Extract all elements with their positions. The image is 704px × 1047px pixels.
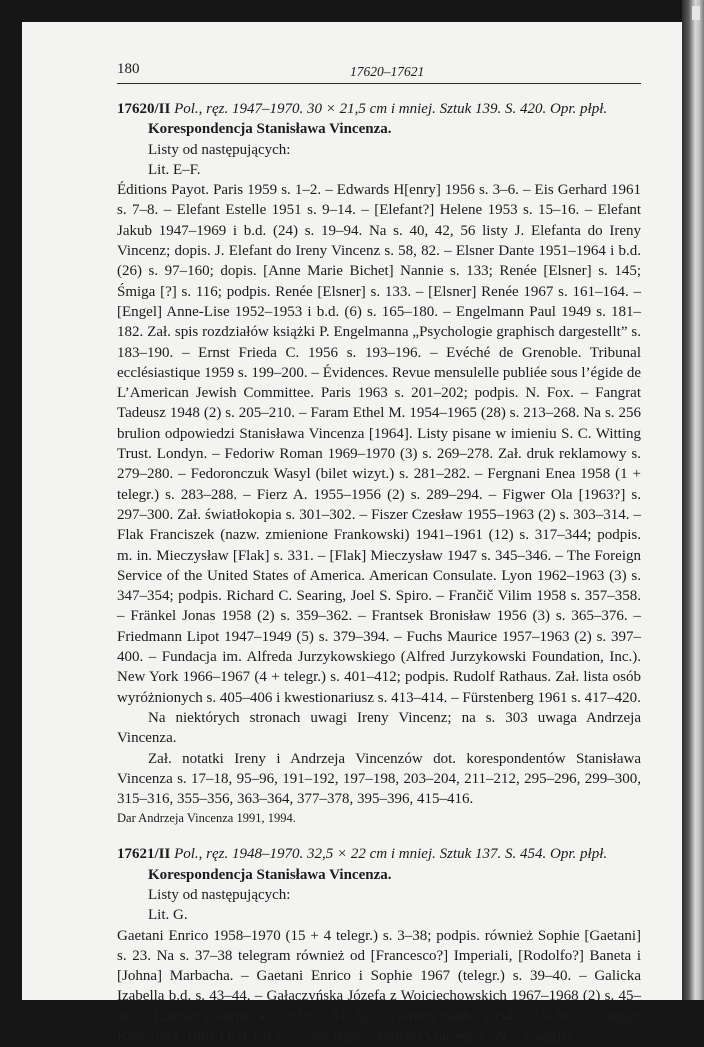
entry-letters: Lit. G. <box>148 907 188 924</box>
page-number: 180 <box>117 61 140 77</box>
catalog-entry <box>117 99 641 827</box>
entry-meta: Pol., ręz. 1948–1970. 32,5 × 22 cm i mniej. Sztuk 137. S. 454. Opr. płpł. <box>174 846 608 863</box>
entry-heading <box>117 844 641 864</box>
entry-id: 17621/II <box>117 846 171 863</box>
entry-id: 17620/II <box>117 101 171 117</box>
entry-subtitle: Listy od następujących: <box>148 141 291 158</box>
entry-note: Zał. notatki Ireny i Andrzeja Vincenzów dot. korespondentów Stanisława Vincenza s. 17–18, 95–96, 191–192, 197–198, 203–204, 211–212, 295–296, 299–300, 315–316, 355–356, 363–364, 377–378, 395–396, 415–416. <box>117 750 641 808</box>
entry-title: Korespondencja Stanisława Vincenza. <box>148 121 392 138</box>
catalog-text <box>117 99 641 1047</box>
entry-subtitle: Listy od następujących: <box>148 886 291 903</box>
entry-heading <box>117 99 641 119</box>
entry-note: Na niektórych stronach uwagi Ireny Vincenz; na s. 303 uwaga Andrzeja Vincenza. <box>117 709 641 747</box>
entry-title: Korespondencja Stanisława Vincenza. <box>148 866 392 883</box>
entry-provenance: Dar Andrzeja Vincenza 1991, 1994. <box>117 811 296 826</box>
running-head: 17620–17621 <box>350 64 425 79</box>
entry-body: Éditions Payot. Paris 1959 s. 1–2. – Edwards H[enry] 1956 s. 3–6. – Eis Gerhard 1961 s. 7–8. – Elefant Estelle 1951 s. 9–14. – [Elefant?] Helene 1953 s. 15–16. – Elefant Jakub 1947–1969 i b.d. (24) s. 19–94. Na s. 40, 42, 56 listy J. Elefanta do Ireny Vincenz; dopis. J. Elefant do Ireny Vincenz s. 58, 82. – Elsner Dante 1951–1964 i b.d. (26) s. 97–160; dopis. [Anne Marie Bichet] Nannie s. 133; Renée [Elsner] s. 145; Śmiga [?] s. 116; podpis. Renée [Elsner] s. 133. – [Elsner] Renée 1967 s. 161–164. – [Engel] Anne-Lise 1952–1953 i b.d. (6) s. 165–180. – Engelmann Paul 1949 s. 181–182. Zał. spis rozdziałów książki P. Engelmanna „Psychologie graphisch dargestellt” s. 183–190. – Ernst Frieda C. 1956 s. 193–196. – Evéché de Grenoble. Tribunal ecclésiastique 1959 s. 199–200. – Évidences. Revue mensulelle publiée sous l’égide de L’American Jewish Committee. Paris 1963 s. 201–202; podpis. N. Fox. – Fangrat Tadeusz 1948 (2) s. 205–210. – Faram Ethel M. 1954–1965 (28) s. 213–268. Na s. 256 brulion odpowiedzi Stanisława Vincenza [1964]. Listy pisane w imieniu S. C. Witting Trust. Londyn. – Fedoriw Roman 1969–1970 (3) s. 269–278. Zał. druk reklamowy s. 279–280. – Fedoronczuk Wasyl (bilet wizyt.) s. 281–282. – Fergnani Enea 1958 (1 + telegr.) s. 283–288. – Fierz A. 1955–1956 (2) s. 289–294. – Figwer Ola [1963?] s. 297–300. Zał. światłokopia s. 301–302. – Fiszer Czesław 1955–1963 (2) s. 303–314. – Flak Franciszek (nazw. zmienione Frankowski) 1941–1961 (12) s. 317–344; podpis. m. in. Mieczysław [Flak] s. 331. – [Flak] Mieczysław 1947 s. 345–346. – The Foreign Service of the United States of America. American Consulate. Lyon 1962–1963 (3) s. 347–354; podpis. Richard C. Searing, Joel S. Spiro. – Frančič Vilim 1958 s. 357–358. – Fränkel Jonas 1958 (2) s. 359–362. – Frantsek Bronisław 1956 (3) s. 365–376. – Friedmann Lipot 1947–1949 (5) s. 379–394. – Fuchs Maurice 1957–1963 (2) s. 397–400. – Fundacja im. Alfreda Jurzykowskiego (Alfred Jurzykowski Foundation, Inc.). New York 1966–1967 (4 + telegr.) s. 401–412; podpis. Rudolf Rathaus. Zał. lista osób wyróżnionych s. 405–406 i kwestionariusz s. 413–414. – Fürstenberg 1961 s. 417–420. <box>117 182 641 706</box>
scan-edge-mark <box>692 6 700 20</box>
catalog-entry <box>117 844 641 1047</box>
entry-meta: Pol., ręz. 1947–1970. 30 × 21,5 cm i mniej. Sztuk 139. S. 420. Opr. płpł. <box>174 101 608 117</box>
entry-body: Gaetani Enrico 1958–1970 (15 + 4 telegr.) s. 3–38; podpis. również Sophie [Gaetani] s. 23. Na s. 37–38 telegram również od [Francesco?] Imperiali, [Rodolfo?] Baneta i [Johna] Marbacha. – Gaetani Enrico i Sophie 1967 (telegr.) s. 39–40. – Galicka Izabella b.d. s. 43–44. – Gałaczyńska Józefa z Wojciechowskich 1967–1968 (2) s. 45–48. – Garnier Gabriel, ks. 1959 s. 51–52. – Garoux Natha 1954 s. 55–56. – Gaugler Kurt 1964–1967 i b.d. (9) s. 57–98; dopis. Andrzej Vincenz s. 59. – Gaugler <box>117 927 641 1046</box>
page-edge <box>682 0 704 1000</box>
page-header <box>117 59 641 84</box>
entry-letters: Lit. E–F. <box>148 161 201 178</box>
